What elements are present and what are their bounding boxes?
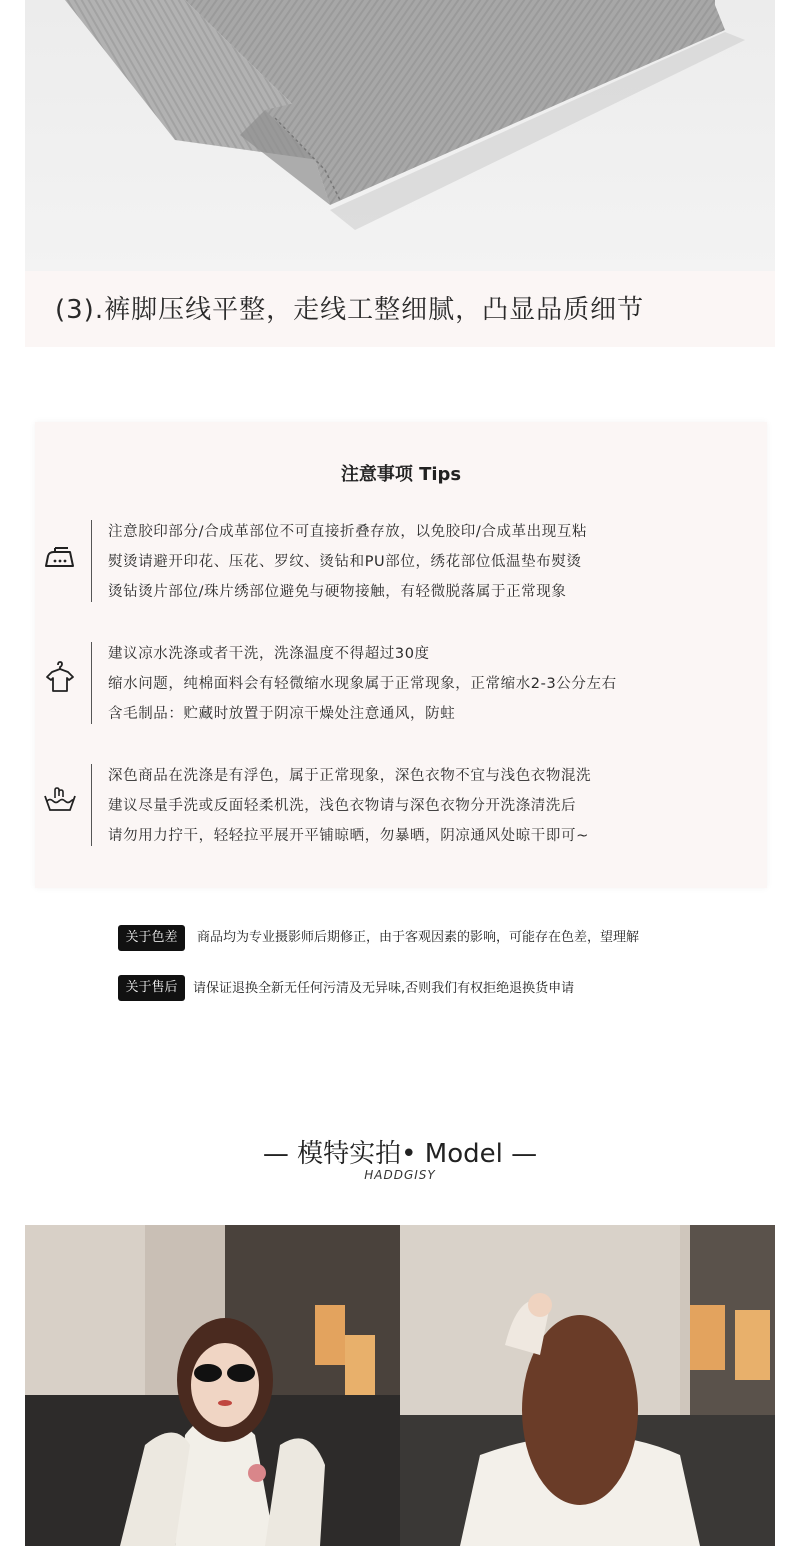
tip-line: 熨烫请避开印花、压花、罗纹、烫钻和PU部位，绣花部位低温垫布熨烫 xyxy=(108,554,582,570)
model-photo-front xyxy=(25,1225,400,1546)
iron-icon xyxy=(43,542,77,576)
trouser-hem-illustration xyxy=(25,0,775,271)
tip-line: 含毛制品：贮藏时放置于阴凉干燥处注意通风，防蛀 xyxy=(108,706,456,722)
detail-caption: (3).裤脚压线平整，走线工整细腻，凸显品质细节 xyxy=(55,295,645,325)
color-difference-note: 商品均为专业摄影师后期修正，由于客观因素的影响，可能存在色差，望理解 xyxy=(197,930,640,945)
tip-divider xyxy=(91,520,92,602)
after-sales-badge: 关于售后 xyxy=(118,975,185,1001)
tip-line: 建议凉水洗涤或者干洗，洗涤温度不得超过30度 xyxy=(108,646,430,662)
tip-line: 缩水问题，纯棉面料会有轻微缩水现象属于正常现象，正常缩水2-3公分左右 xyxy=(108,676,617,692)
tip-line: 请勿用力拧干，轻轻拉平展开平铺晾晒，勿暴晒，阴凉通风处晾干即可~ xyxy=(108,828,589,844)
tip-divider xyxy=(91,642,92,724)
brand-name: HADDGISY xyxy=(364,1168,436,1182)
tip-divider xyxy=(91,764,92,846)
tip-line: 深色商品在洗涤是有浮色，属于正常现象，深色衣物不宜与浅色衣物混洗 xyxy=(108,768,592,784)
tip-line: 注意胶印部分/合成革部位不可直接折叠存放，以免胶印/合成革出现互粘 xyxy=(108,524,588,540)
care-tips-card xyxy=(35,422,767,888)
detail-caption-band xyxy=(25,271,775,347)
tip-line: 烫钻烫片部位/珠片绣部位避免与硬物接触，有轻微脱落属于正常现象 xyxy=(108,584,567,600)
color-difference-badge: 关于色差 xyxy=(118,925,185,951)
fabric-detail-photo xyxy=(25,0,775,271)
tip-line: 建议尽量手洗或反面轻柔机洗，浅色衣物请与深色衣物分开洗涤清洗后 xyxy=(108,798,577,814)
hanger-shirt-icon xyxy=(43,660,77,694)
model-photo-back xyxy=(400,1225,775,1546)
hand-wash-icon xyxy=(43,784,77,818)
model-section-title: — 模特实拍• Model — xyxy=(262,1139,538,1169)
tips-title: 注意事项 Tips xyxy=(340,464,462,485)
after-sales-note: 请保证退换全新无任何污清及无异味,否则我们有权拒绝退换货申请 xyxy=(193,981,575,996)
